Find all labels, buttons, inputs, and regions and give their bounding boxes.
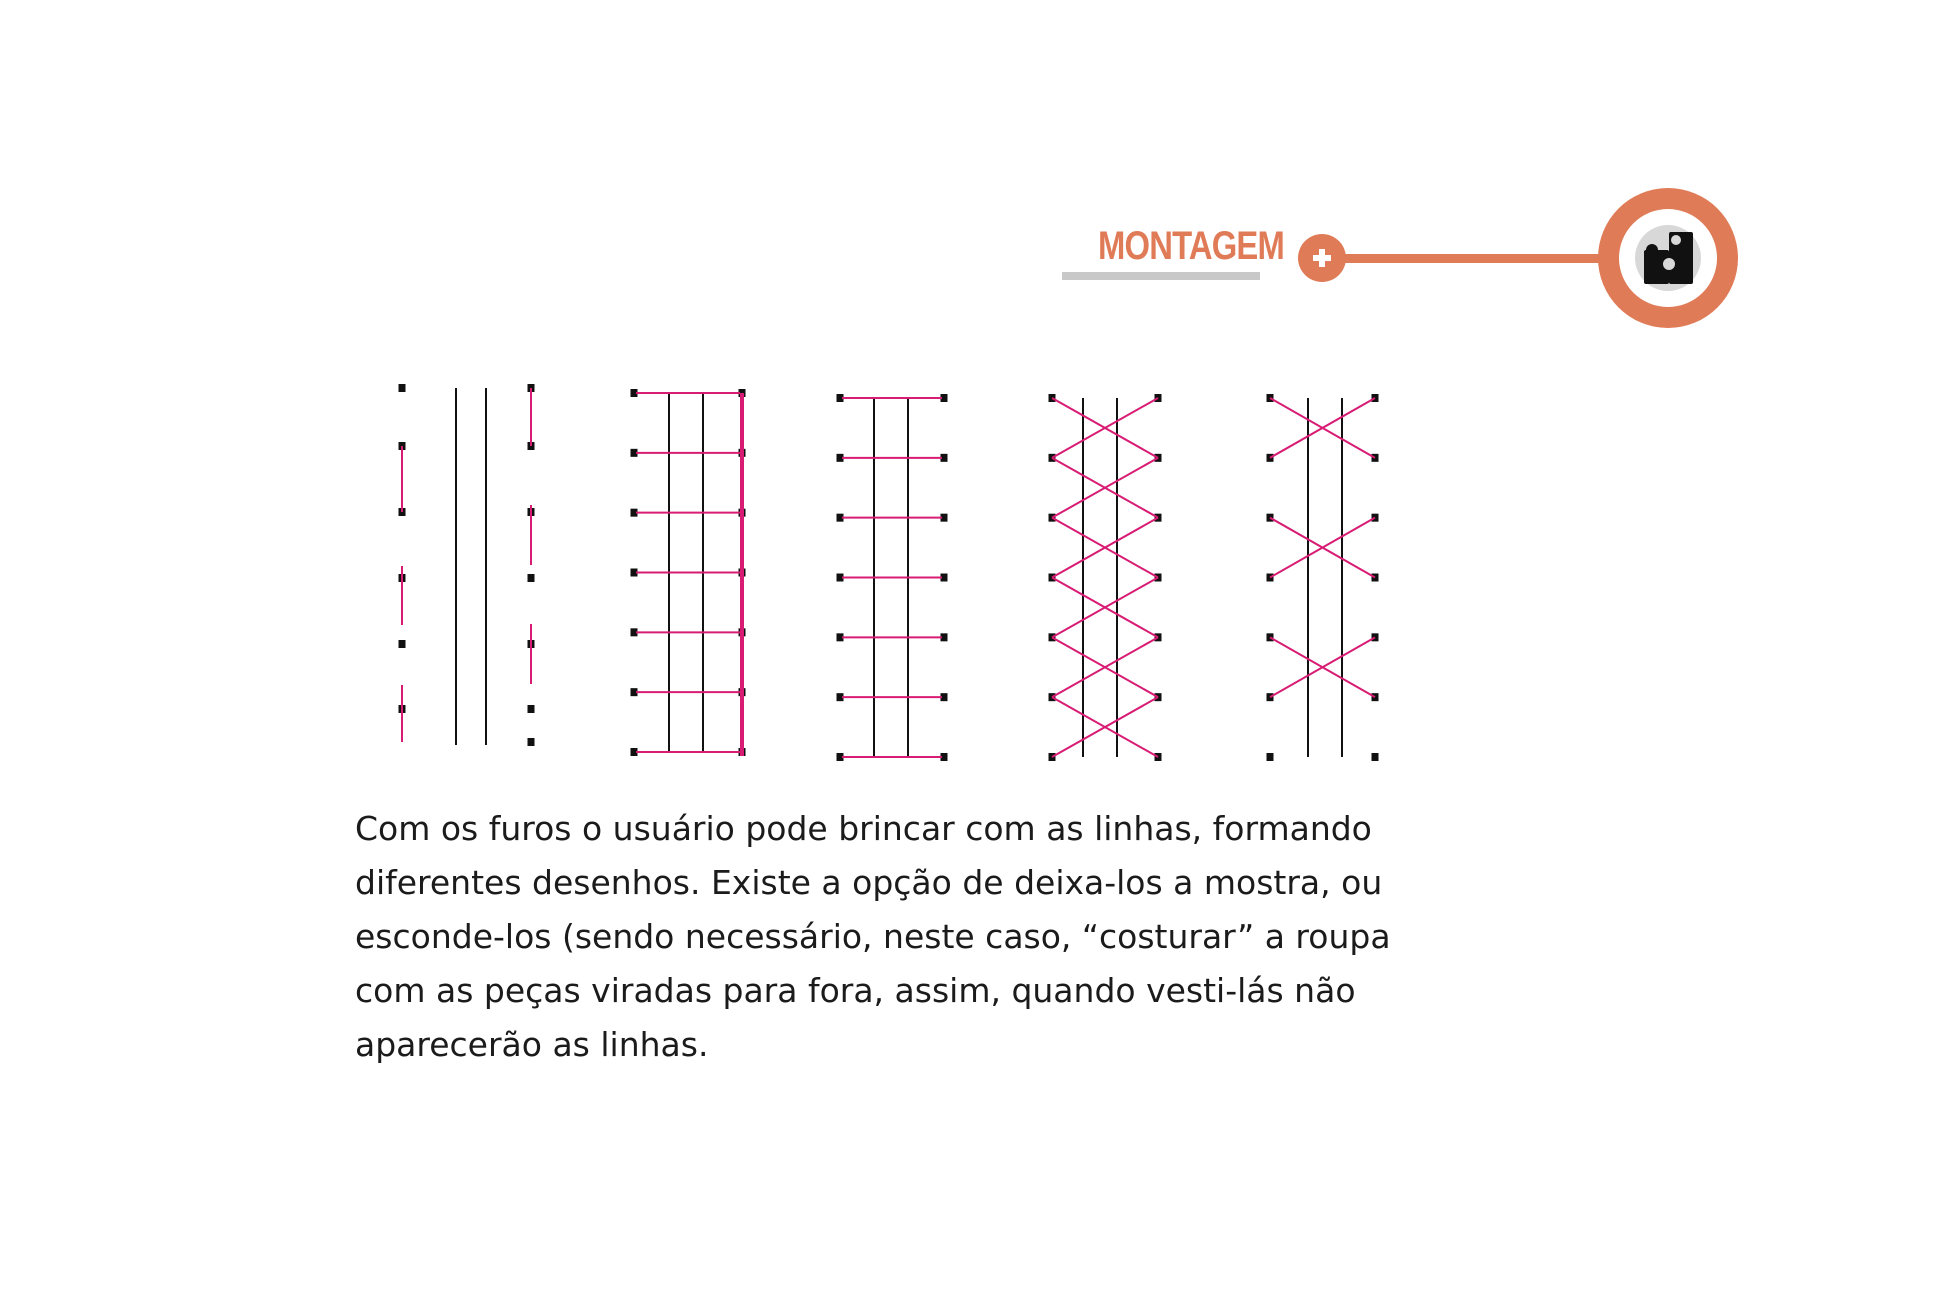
pattern-cross-lacing [1049,394,1162,761]
hole [1267,753,1274,761]
hole [528,738,535,746]
description [355,802,1405,1072]
description-line: diferentes desenhos. Existe a opção de deixa-los a mostra, ou [355,863,1383,902]
pattern-straight-stitch [399,384,535,746]
description-line: Com os furos o usuário pode brincar com as linhas, formando [355,809,1372,848]
pattern-ladder-stitch-hidden [837,394,948,761]
description-line: com as peças viradas para fora, assim, quando vesti-lás não [355,971,1356,1010]
hole [528,705,535,713]
pattern-ladder-stitch [631,389,746,756]
description-line: esconde-los (sendo necessário, neste caso, “costurar” a roupa [355,917,1391,956]
section-title: MONTAGEM [1098,224,1284,268]
hole [399,640,406,648]
pattern-spaced-cross [1267,394,1379,761]
hole [1372,753,1379,761]
hole [528,574,535,582]
hole [399,384,406,392]
description-line: aparecerão as linhas. [355,1025,709,1064]
